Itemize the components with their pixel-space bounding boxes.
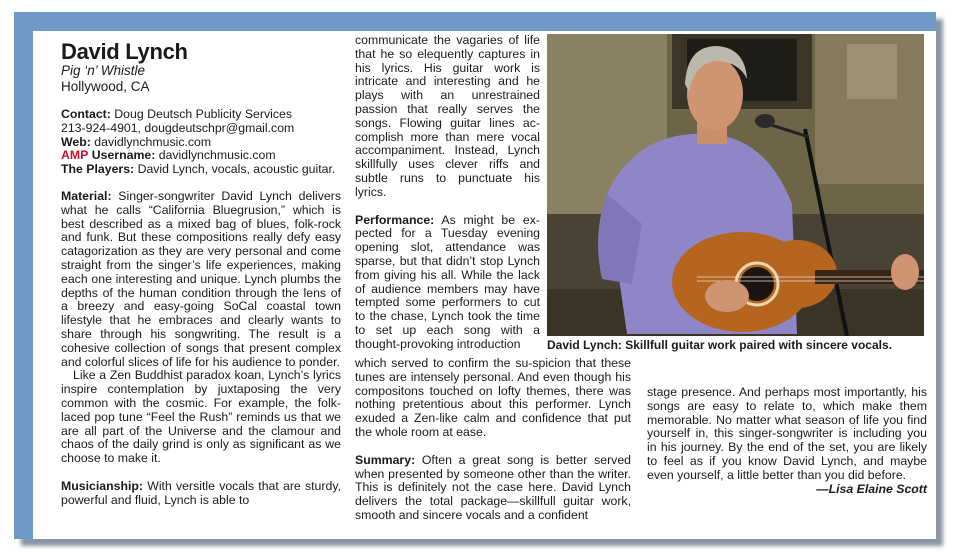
summary-paragraph (355, 454, 631, 523)
web-value: davidlynchmusic.com (94, 134, 212, 149)
page-frame (14, 12, 936, 539)
material-paragraph-2: Like a Zen Buddhist paradox koan, Lynch’s lyrics inspire contemplation by juxtaposing the very common with the cosmic. For example, the folk-laced pop tune “Feel the Rush” reminds us that we are all part of the Universe and the clamour and chaos of the daily grind is only as significant as we choose to make it. (61, 368, 341, 466)
web-label: Web: (61, 134, 91, 149)
contact-details: 213-924-4901, dougdeutschpr@gmail.com (61, 120, 295, 135)
players-value: David Lynch, vocals, acoustic guitar. (137, 162, 336, 177)
username-label: Username: (91, 148, 156, 163)
username-value: davidlynchmusic.com (158, 148, 276, 163)
players-label: The Players: (61, 162, 135, 177)
summary-label: Summary: (355, 452, 416, 467)
column-2 (355, 34, 540, 352)
material-text: Singer-songwriter David Lynch delivers what he calls “California Bluegrusion,” which is best described as a mixed bag of blues, folk-rock and funk. But these compositions really defy easy catagorization as they are very personal and come straight from the singer’s life experiences, making each one interesting and unique. Lynch plumbs the depths of the human condition through the lens of a breezy and easy-going SoCal coastal town lifestyle that he embraces and clearly wants to share through his songwriting. The result is a cohesive collection of songs that present complex and colorful slices of life for his audience to ponder. (61, 188, 341, 369)
performer-photo-illustration (547, 34, 924, 336)
material-label: Material: (61, 188, 112, 203)
article-page (33, 31, 936, 539)
column-2-lower (355, 357, 631, 523)
performance-continued: which served to confirm the su-spicion that these tunes are intensely personal. And even though his compositons touched on lofty themes, there was nothing pretentious about this performer. Lynch exuded a Zen-like calm and confidence that put the whole room at ease. (355, 356, 631, 439)
venue-name: Pig ‘n’ Whistle (61, 63, 146, 78)
performance-text: As might be ex-pected for a Tuesday evening opening slot, attendance was sparse, but that didn’t stop Lynch from giving his all. While the lack of audience members may have tempted some performers to cut to the chase, Lynch took the time to set up each song with a thought-provoking introduction (355, 212, 540, 351)
summary-text: Often a great song is better served when presented by someone other than the writer. This is definitely not the case here. David Lynch delivers the total package—skillfull guitar work, smooth and sincere vocals and a confident (355, 452, 631, 522)
performance-paragraph (355, 214, 540, 352)
amp-label: AMP (61, 148, 89, 163)
article-title: David Lynch (61, 39, 188, 64)
material-paragraph (61, 190, 341, 369)
performer-photo (547, 34, 924, 336)
summary-continued: stage presence. And perhaps most importantly, his songs are easy to relate to, which make them memorable. No matter what season of life you find yourself in, this singer-songwriter is including you in his journey. By the end of the set, you are likely to feel as if you know David Lynch, and maybe even yourself, a little better than you did before. (647, 385, 927, 482)
musicianship-continued: communicate the vagaries of life that he so elequently captures in his lyrics. His guitar work is intricate and interesting and he plays with an unrestrained passion that really serves the songs. Flowing guitar lines ac-complish more than mere vocal accompaniment. Instead, Lynch skillfully uses clever riffs and subtle runs to punctuate his lyrics. (355, 33, 540, 199)
musicianship-text: With versitle vocals that are sturdy, powerful and fluid, Lynch is able to (61, 478, 341, 507)
photo-caption: David Lynch: Skillfull guitar work paired with sincere vocals. (547, 338, 892, 352)
performance-label: Performance: (355, 212, 435, 227)
venue-location: Hollywood, CA (61, 79, 150, 94)
contact-block (61, 108, 341, 177)
column-1 (61, 40, 341, 508)
column-3 (647, 386, 927, 496)
musicianship-paragraph (61, 480, 341, 508)
contact-label: Contact: (61, 107, 111, 121)
contact-value: Doug Deutsch Publicity Services (114, 107, 292, 121)
author-byline: —Lisa Elaine Scott (816, 481, 927, 496)
musicianship-label: Musicianship: (61, 478, 143, 493)
